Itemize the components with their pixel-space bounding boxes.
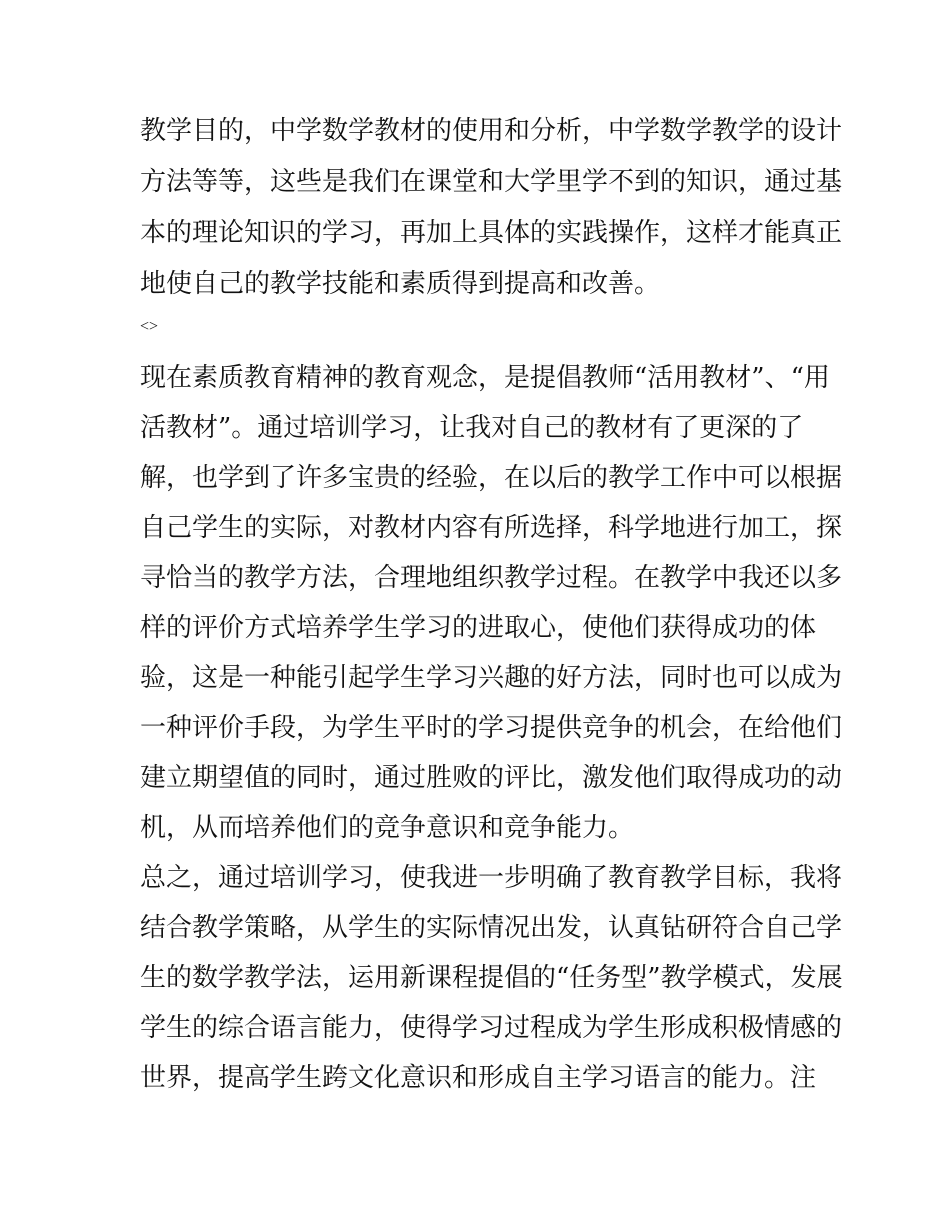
paragraph-line: 机，从而培养他们的竞争意识和竞争能力。 (140, 813, 635, 843)
paragraph-line: 建立期望值的同时，通过胜败的评比，激发他们取得成功的动 (140, 763, 843, 793)
paragraph-line: 本的理论知识的学习，再加上具体的实践操作，这样才能真正 (140, 218, 843, 248)
paragraph-line: 样的评价方式培养学生学习的进取心，使他们获得成功的体 (140, 613, 817, 643)
paragraph-line: 解，也学到了许多宝贵的经验，在以后的教学工作中可以根据 (140, 463, 843, 493)
paragraph-line: 地使自己的教学技能和素质得到提高和改善。 (140, 269, 661, 299)
paragraph-line: 寻恰当的教学方法，合理地组织教学过程。在教学中我还以多 (140, 563, 843, 593)
paragraph-line: 一种评价手段，为学生平时的学习提供竞争的机会，在给他们 (140, 713, 843, 743)
paragraph-line: 方法等等，这些是我们在课堂和大学里学不到的知识，通过基 (140, 167, 843, 197)
paragraph-line: 验，这是一种能引起学生学习兴趣的好方法，同时也可以成为 (140, 663, 843, 693)
paragraph-line: 总之，通过培训学习，使我进一步明确了教育教学目标，我将 (140, 863, 843, 893)
paragraph-line: 生的数学教学法，运用新课程提倡的“任务型”教学模式，发展 (140, 963, 843, 993)
paragraph-line: 活教材”。通过培训学习，让我对自己的教材有了更深的了 (140, 413, 804, 443)
paragraph-line: 结合教学策略，从学生的实际情况出发，认真钻研符合自己学 (140, 913, 843, 943)
paragraph-line: 现在素质教育精神的教育观念，是提倡教师“活用教材”、“用 (140, 363, 830, 393)
paragraph-line: 世界，提高学生跨文化意识和形成自主学习语言的能力。注 (140, 1063, 817, 1093)
paragraph-line: 自己学生的实际，对教材内容有所选择，科学地进行加工，探 (140, 513, 843, 543)
paragraph-line: 教学目的，中学数学教材的使用和分析，中学数学教学的设计 (140, 116, 843, 146)
paragraph-line: 学生的综合语言能力，使得学习过程成为学生形成积极情感的 (140, 1013, 843, 1043)
section-marker: <> (140, 318, 159, 335)
